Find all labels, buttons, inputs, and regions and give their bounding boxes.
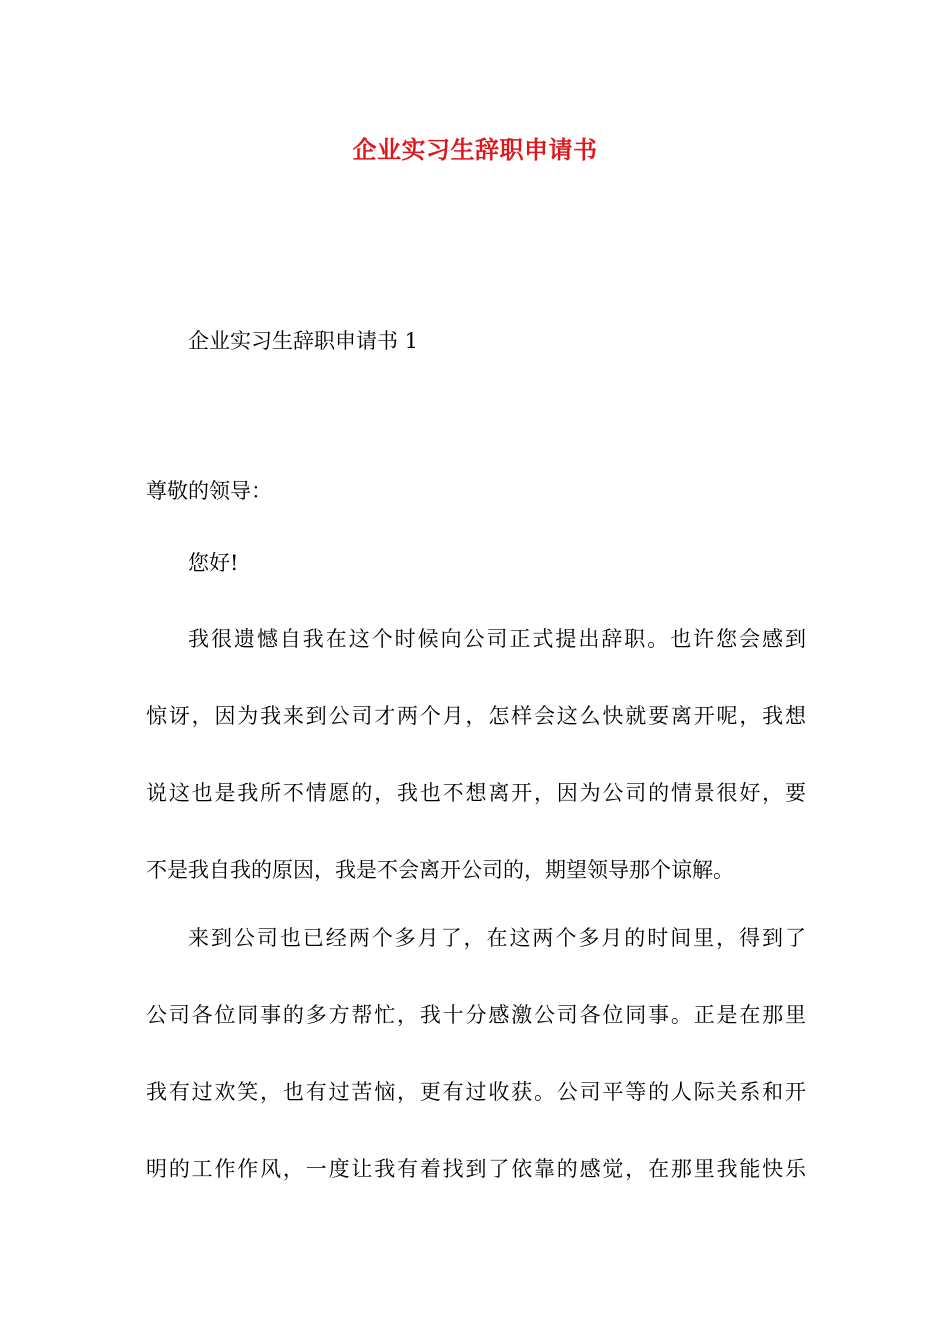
paragraph-line: 明的工作作风，一度让我有着找到了依靠的感觉，在那里我能快乐 (146, 1157, 806, 1181)
paragraph-line: 说这也是我所不情愿的，我也不想离开，因为公司的情景很好，要 (146, 781, 806, 805)
paragraph-1 (146, 622, 806, 930)
greeting: 您好! (188, 551, 239, 575)
paragraph-line: 我很遗憾自我在这个时候向公司正式提出辞职。也许您会感到 (188, 627, 806, 651)
paragraph-line: 公司各位同事的多方帮忙，我十分感激公司各位同事。正是在那里 (146, 1003, 806, 1027)
salutation: 尊敬的领导： (146, 479, 272, 503)
paragraph-line: 惊讶，因为我来到公司才两个月，怎样会这么快就要离开呢，我想 (146, 704, 806, 728)
paragraph-line: 不是我自我的原因，我是不会离开公司的，期望领导那个谅解。 (146, 858, 734, 882)
section-heading: 企业实习生辞职申请书 1 (188, 329, 419, 353)
paragraph-line: 来到公司也已经两个多月了，在这两个多月的时间里，得到了 (188, 926, 806, 950)
paragraph-line: 我有过欢笑，也有过苦恼，更有过收获。公司平等的人际关系和开 (146, 1080, 806, 1104)
document-title: 企业实习生辞职申请书 (352, 135, 598, 164)
paragraph-2 (146, 921, 806, 1229)
